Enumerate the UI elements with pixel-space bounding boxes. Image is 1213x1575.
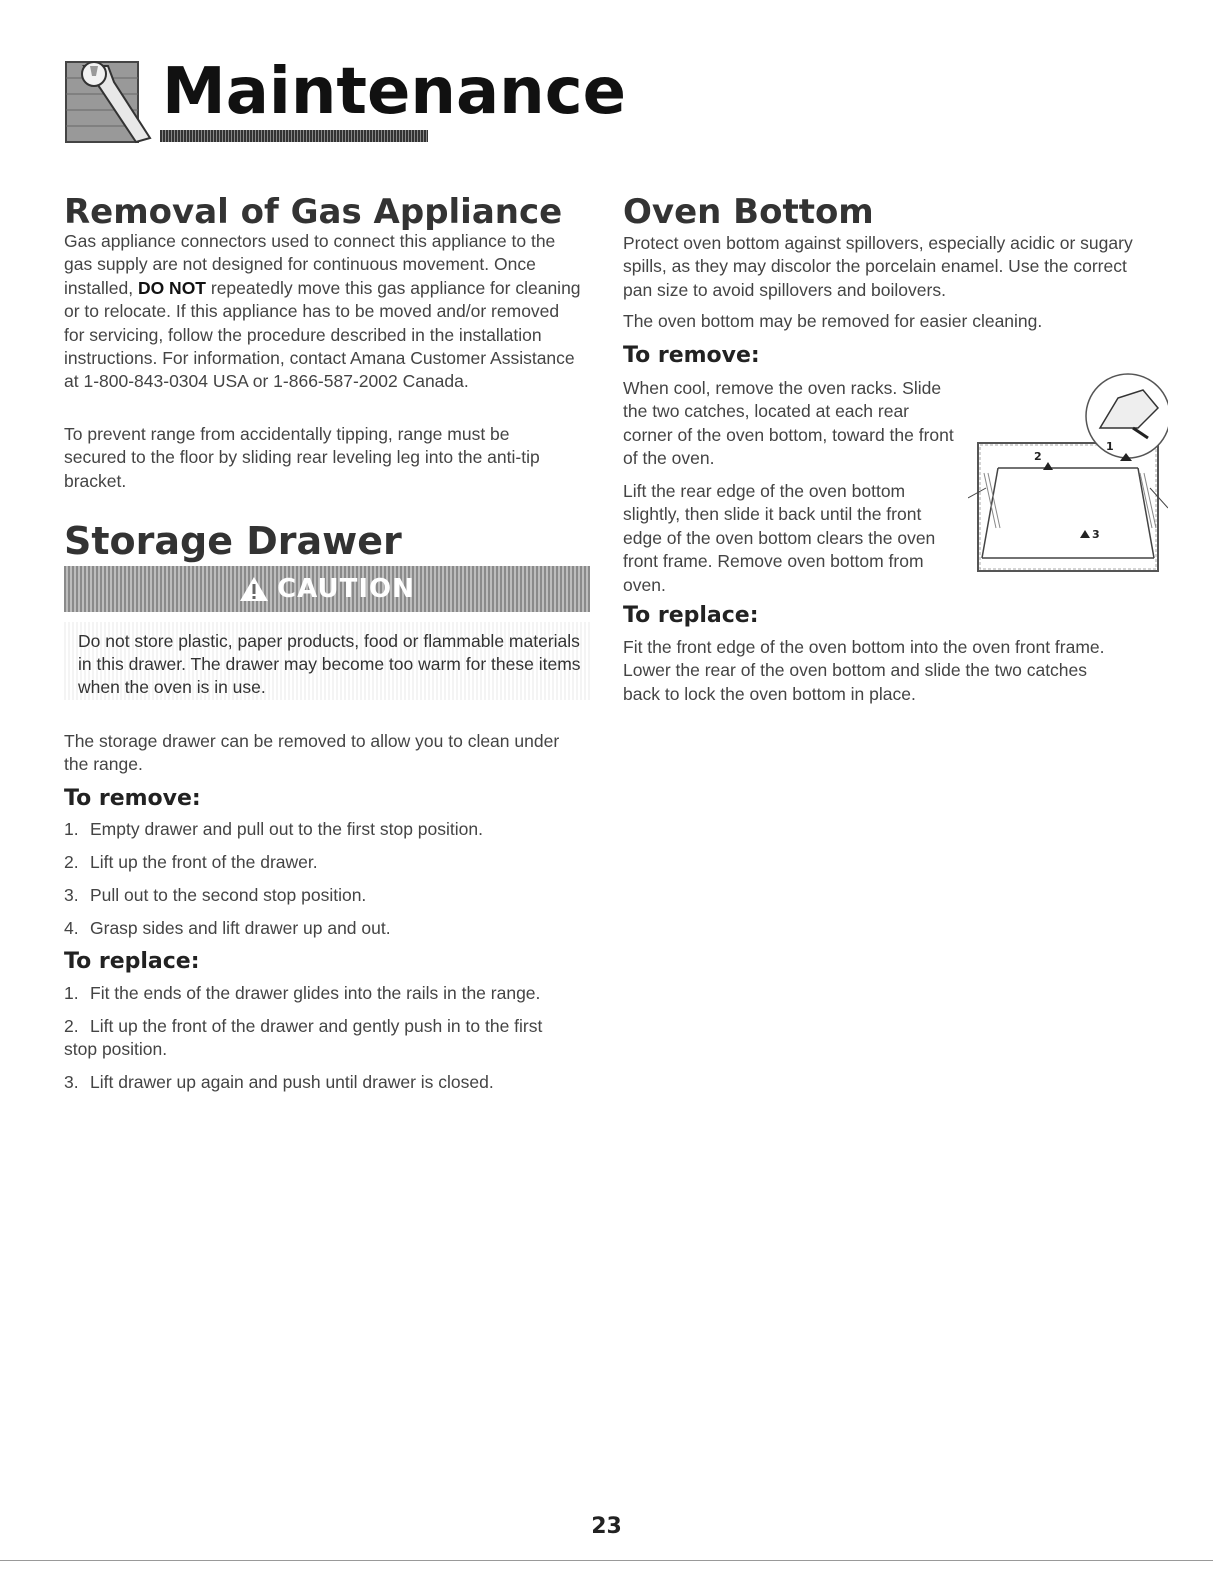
oven-replace-heading: To replace: <box>623 603 759 628</box>
diagram-label-3: 3 <box>1092 528 1100 541</box>
gas-paragraph-2: To prevent range from accidentally tipping, range must be secured to the floor by sliding rear leveling leg into the anti-tip bracket. <box>64 424 540 491</box>
warning-icon <box>239 576 269 602</box>
caution-label: CAUTION <box>277 574 415 604</box>
oven-paragraph-2: The oven bottom may be removed for easier cleaning. <box>623 311 1043 331</box>
list-item: 2. Lift up the front of the drawer and gently push in to the first stop position. <box>64 1016 543 1059</box>
oven-replace-paragraph: Fit the front edge of the oven bottom into the oven front frame. Lower the rear of the oven bottom and slide the two catches back to lock the oven bottom in place. <box>623 637 1105 704</box>
list-item: 1. Empty drawer and pull out to the first stop position. <box>64 819 483 839</box>
caution-text: Do not store plastic, paper products, food or flammable materials in this drawer. The drawer may become too warm for these items when the oven is in use. <box>78 631 581 697</box>
list-item: 3. Lift drawer up again and push until drawer is closed. <box>64 1072 494 1092</box>
oven-bottom-diagram <box>968 368 1168 578</box>
list-item: 2. Lift up the front of the drawer. <box>64 852 318 872</box>
oven-remove-paragraph-2: Lift the rear edge of the oven bottom slightly, then slide it back until the front edge of the oven bottom clears the oven front frame. Remove oven bottom from oven. <box>623 481 936 595</box>
oven-heading: Oven Bottom <box>623 192 874 232</box>
bottom-rule <box>0 1560 1213 1561</box>
storage-heading: Storage Drawer <box>64 519 402 563</box>
page-number: 23 <box>591 1514 622 1539</box>
list-item: 3. Pull out to the second stop position. <box>64 885 367 905</box>
title-underline <box>160 130 428 142</box>
oven-paragraph-1: Protect oven bottom against spillovers, especially acidic or sugary spills, as they may discolor the porcelain enamel. Use the correct pan size to avoid spillovers and boilovers. <box>623 233 1133 300</box>
storage-intro: The storage drawer can be removed to allow you to clean under the range. <box>64 731 560 775</box>
list-item: 1. Fit the ends of the drawer glides into the rails in the range. <box>64 983 541 1003</box>
page-title: Maintenance <box>162 55 627 129</box>
caution-banner <box>64 566 590 612</box>
diagram-label-1: 1 <box>1106 440 1114 453</box>
gas-heading: Removal of Gas Appliance <box>64 192 563 232</box>
wrench-icon <box>64 58 154 148</box>
oven-remove-heading: To remove: <box>623 343 760 368</box>
storage-replace-heading: To replace: <box>64 949 200 974</box>
storage-remove-heading: To remove: <box>64 786 201 811</box>
diagram-label-2: 2 <box>1034 450 1042 463</box>
gas-paragraph-1: Gas appliance connectors used to connect this appliance to the gas supply are not designed for continuous movement. Once installed, DO NOT repeatedly move this gas appliance for cleaning or to relocate. If this appliance has to be moved and/or removed for servicing, follow the procedure described in the installation instructions. For information, contact Amana Customer Assistance at 1-800-843-0304 USA or 1-866-587-2002 Canada. <box>64 231 581 392</box>
oven-remove-paragraph-1: When cool, remove the oven racks. Slide the two catches, located at each rear corner of the oven bottom, toward the front of the oven. <box>623 378 954 469</box>
list-item: 4. Grasp sides and lift drawer up and out. <box>64 918 391 938</box>
